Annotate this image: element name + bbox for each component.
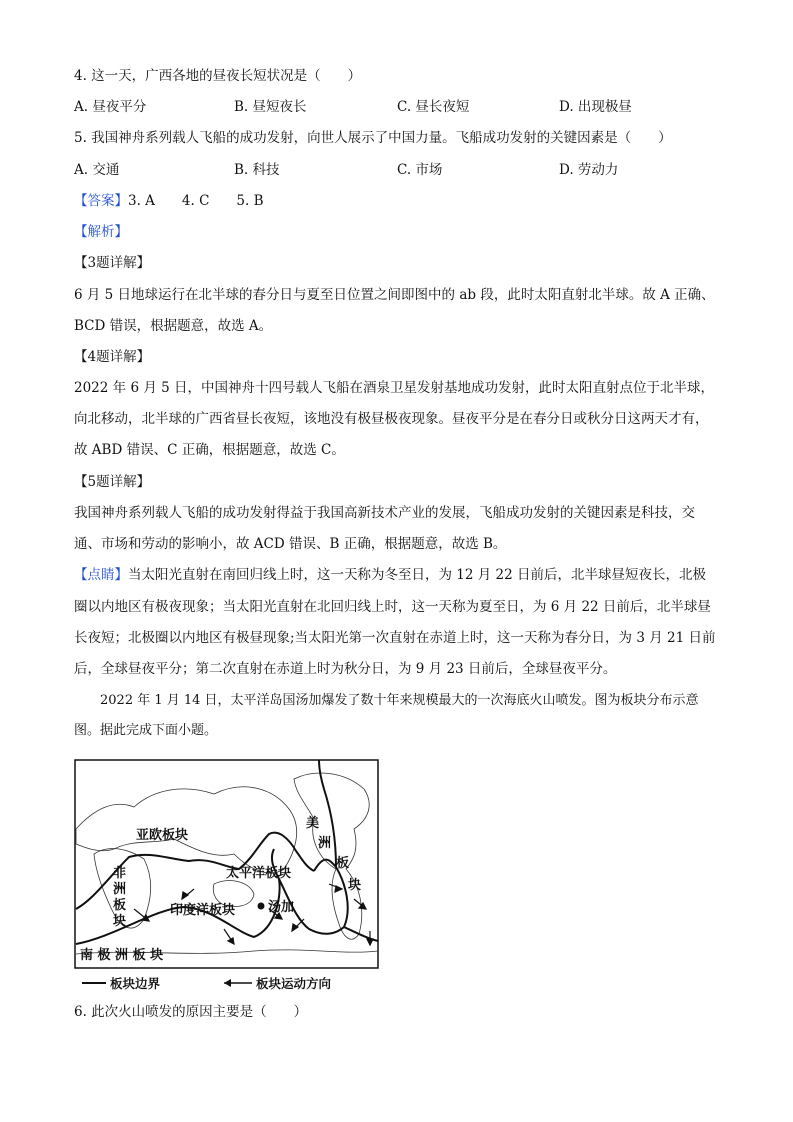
intro-line1: 2022 年 1 月 14 日，太平洋岛国汤加爆发了数十年来规模最大的一次海底火山喷发。图为板块分布示意 (100, 693, 699, 708)
detail3-line2: BCD 错误，根据题意，故选 A。 (74, 318, 273, 334)
q5-option-d: D. 劳动力 (559, 162, 619, 178)
detail4-title: 【4题详解】 (74, 349, 151, 365)
q4-option-d: D. 出现极昼 (559, 99, 632, 115)
legend-boundary-label: 板块边界 (110, 976, 161, 991)
tip-tag: 【点睛】 (74, 567, 128, 583)
detail5-line2: 通、市场和劳动的影响小，故 ACD 错误、B 正确，根据题意，故选 B。 (74, 536, 507, 552)
label-africa-1: 非 (113, 866, 127, 881)
plate-map (74, 759, 384, 995)
label-eurasia-plate: 亚欧板块 (136, 828, 189, 843)
label-tonga: 汤加 (268, 900, 295, 915)
plate-map-svg (74, 759, 384, 995)
label-america-3: 板 (336, 856, 350, 871)
q4-option-b: B. 昼短夜长 (234, 99, 307, 115)
tonga-volcano-dot (258, 903, 265, 910)
detail4-line2: 向北移动，北半球的广西省昼长夜短，该地没有极昼极夜现象。昼夜平分是在春分日或秋分日这两天才有， (74, 411, 709, 427)
q4-option-c: C. 昼长夜短 (397, 99, 470, 115)
analysis-tag: 【解析】 (74, 224, 128, 240)
label-america-1: 美 (306, 816, 320, 831)
q5-stem: 5. 我国神舟系列载人飞船的成功发射，向世人展示了中国力量。飞船成功发射的关键因素是（ ） (74, 130, 672, 146)
label-indian-plate: 印度洋板块 (170, 903, 236, 918)
label-africa-4: 块 (113, 914, 127, 929)
detail5-title: 【5题详解】 (74, 474, 151, 490)
q5-option-a: A. 交通 (74, 162, 120, 178)
tip-line1 (74, 565, 706, 585)
detail5-line1: 我国神舟系列载人飞船的成功发射得益于我国高新技术产业的发展，飞船成功发射的关键因素是科技，交 (74, 505, 695, 521)
tip-text1: 当太阳光直射在南回归线上时，这一天称为冬至日，为 12 月 22 日前后，北半球昼短夜长，北极 (128, 567, 707, 583)
detail4-line3: 故 ABD 错误、C 正确，根据题意，故选 C。 (74, 442, 345, 458)
q4-stem: 4. 这一天，广西各地的昼夜长短状况是（ ） (74, 68, 362, 84)
answer-line (74, 191, 264, 211)
tip-line4: 后，全球昼夜平分；第二次直射在赤道上时为秋分日，为 9 月 23 日前后，全球昼夜平分。 (74, 661, 617, 677)
detail4-line1: 2022 年 6 月 5 日，中国神舟十四号载人飞船在酒泉卫星发射基地成功发射，此时太阳直射点位于北半球， (74, 380, 714, 396)
answer-text: 3. A 4. C 5. B (128, 193, 264, 209)
tip-line3: 长夜短；北极圈以内地区有极昼现象;当太阳光第一次直射在赤道上时，这一天称为春分日，为 3 月 21 日前 (74, 630, 716, 646)
label-pacific-plate: 太平洋板块 (226, 866, 292, 881)
label-america-2: 洲 (318, 836, 332, 851)
label-antarctic-plate: 南 极 洲 板 块 (80, 948, 164, 963)
q5-option-b: B. 科技 (234, 162, 280, 178)
detail3-line1: 6 月 5 日地球运行在北半球的春分日与夏至日位置之间即图中的 ab 段，此时太阳直射北半球。故 A 正确、 (74, 287, 715, 303)
detail3-title: 【3题详解】 (74, 255, 151, 271)
label-america-4: 块 (348, 878, 362, 893)
intro-line2: 图。据此完成下面小题。 (74, 723, 218, 738)
q6-stem: 6. 此次火山喷发的原因主要是（ ） (74, 1004, 308, 1020)
q5-option-c: C. 市场 (397, 162, 443, 178)
label-africa-3: 板 (113, 898, 127, 913)
tip-line2: 圈以内地区有极夜现象；当太阳光直射在北回归线上时，这一天称为夏至日，为 6 月 22 日前后，北半球昼 (74, 599, 711, 615)
legend-motion-label: 板块运动方向 (256, 976, 332, 991)
q4-option-a: A. 昼夜平分 (74, 99, 147, 115)
answer-tag: 【答案】 (74, 193, 128, 209)
legend-motion-arrowhead (224, 979, 231, 987)
label-africa-2: 洲 (113, 882, 127, 897)
